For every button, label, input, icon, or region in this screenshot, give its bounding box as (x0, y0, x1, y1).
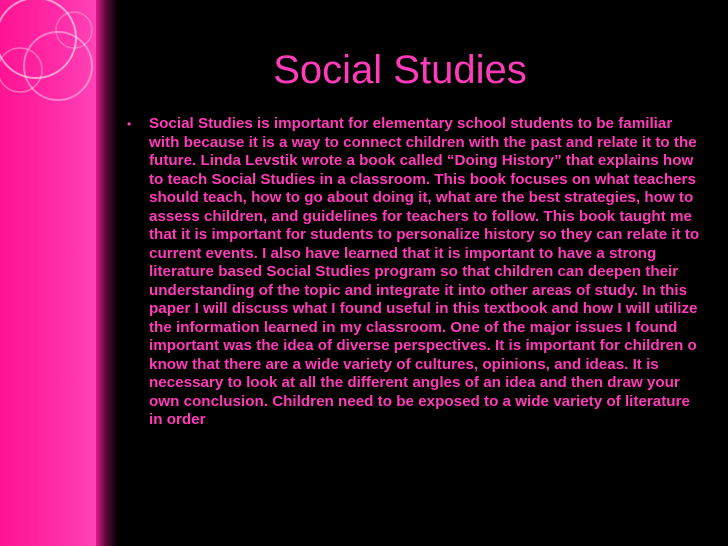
bullet-list (127, 115, 705, 430)
slide-title: Social Studies (273, 48, 527, 92)
bullet-marker: • (127, 117, 132, 131)
bullet-text: Social Studies is important for elementary school students to be familiar with because it is a way to connect children with the past and relate it to the future. Linda Levstik wrote a book called “Doing History” that explains how to teach Social Studies in a classroom. This book focuses on what teachers should teach, how to go about doing it, what are the best strategies, how to assess children, and guidelines for teachers to follow. This book taught me that it is important for students to personalize history so they can relate it to current events. I also have learned that it is important to have a strong literature based Social Studies program so that children can deepen their understanding of the topic and integrate it into other areas of study. In this paper I will discuss what I found useful in this textbook and how I will utilize the information learned in my classroom. One of the major issues I found important was the idea of diverse perspectives. It is important for children o know that there are a wide variety of cultures, opinions, and ideas. It is necessary to look at all the different angles of an idea and then draw your own conclusion. Children need to be exposed to a wide variety of literature in order (149, 115, 700, 428)
decorative-circles (0, 0, 140, 160)
